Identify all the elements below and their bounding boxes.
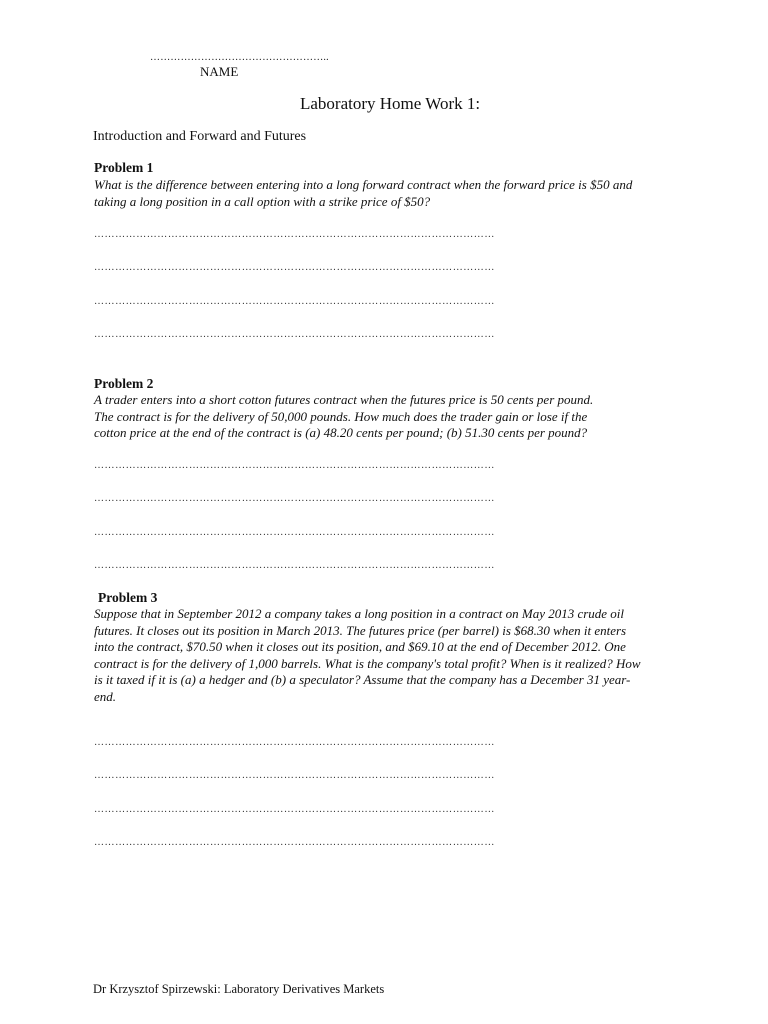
- name-label: NAME: [200, 64, 239, 79]
- question-line: A trader enters into a short cotton futures contract when the futures price is 50 cents per pound.: [94, 392, 594, 407]
- page-title: Laboratory Home Work 1:: [300, 94, 481, 113]
- answer-line[interactable]: ……………………………………………………………………………………………………: [94, 737, 495, 748]
- answer-line[interactable]: ……………………………………………………………………………………………………: [94, 770, 495, 781]
- page-footer: Dr Krzysztof Spirzewski: Laboratory Derivatives Markets: [93, 982, 385, 996]
- question-line: What is the difference between entering into a long forward contract when the forward price is $50 and: [94, 177, 633, 192]
- question-line: taking a long position in a call option with a strike price of $50?: [94, 193, 431, 209]
- question-line: contract is for the delivery of 1,000 barrels. What is the company's total profit? When is it realized? How: [94, 655, 641, 671]
- answer-line[interactable]: ……………………………………………………………………………………………………: [94, 804, 495, 815]
- question-line: futures. It closes out its position in March 2013. The futures price (per barrel) is $68.30 when it enters: [94, 622, 627, 638]
- problem-1-heading: Problem 1: [94, 160, 154, 175]
- question-line: end.: [94, 688, 117, 704]
- problem-2-heading: Problem 2: [94, 376, 154, 391]
- answer-line[interactable]: ……………………………………………………………………………………………………: [94, 329, 495, 340]
- problem-2-question: [94, 392, 734, 442]
- answer-line[interactable]: ……………………………………………………………………………………………………: [94, 527, 495, 538]
- question-line: The contract is for the delivery of 50,000 pounds. How much does the trader gain or lose if the: [94, 408, 588, 424]
- answer-line[interactable]: ……………………………………………………………………………………………………: [94, 560, 495, 571]
- answer-line[interactable]: ……………………………………………………………………………………………………: [94, 262, 495, 273]
- question-line: Suppose that in September 2012 a company takes a long position in a contract on May 2013 crude oil: [94, 606, 625, 621]
- name-line: ……………………………………………..: [150, 52, 329, 63]
- answer-line[interactable]: ……………………………………………………………………………………………………: [94, 229, 495, 240]
- question-line: is it taxed if it is (a) a hedger and (b) a speculator? Assume that the company has a December 31 year-: [94, 672, 631, 687]
- question-line: cotton price at the end of the contract is (a) 48.20 cents per pound; (b) 51.30 cents per pound?: [94, 425, 588, 440]
- answer-line[interactable]: ……………………………………………………………………………………………………: [94, 493, 495, 504]
- answer-line[interactable]: ……………………………………………………………………………………………………: [94, 460, 495, 471]
- problem-3-heading: Problem 3: [98, 590, 158, 605]
- answer-line[interactable]: ……………………………………………………………………………………………………: [94, 296, 495, 307]
- problem-3-question: [94, 606, 734, 705]
- page-subtitle: Introduction and Forward and Futures: [93, 129, 307, 144]
- answer-line[interactable]: ……………………………………………………………………………………………………: [94, 837, 495, 848]
- problem-1-question: [94, 177, 734, 210]
- question-line: into the contract, $70.50 when it closes out its position, and $69.10 at the end of December 2012. One: [94, 639, 626, 654]
